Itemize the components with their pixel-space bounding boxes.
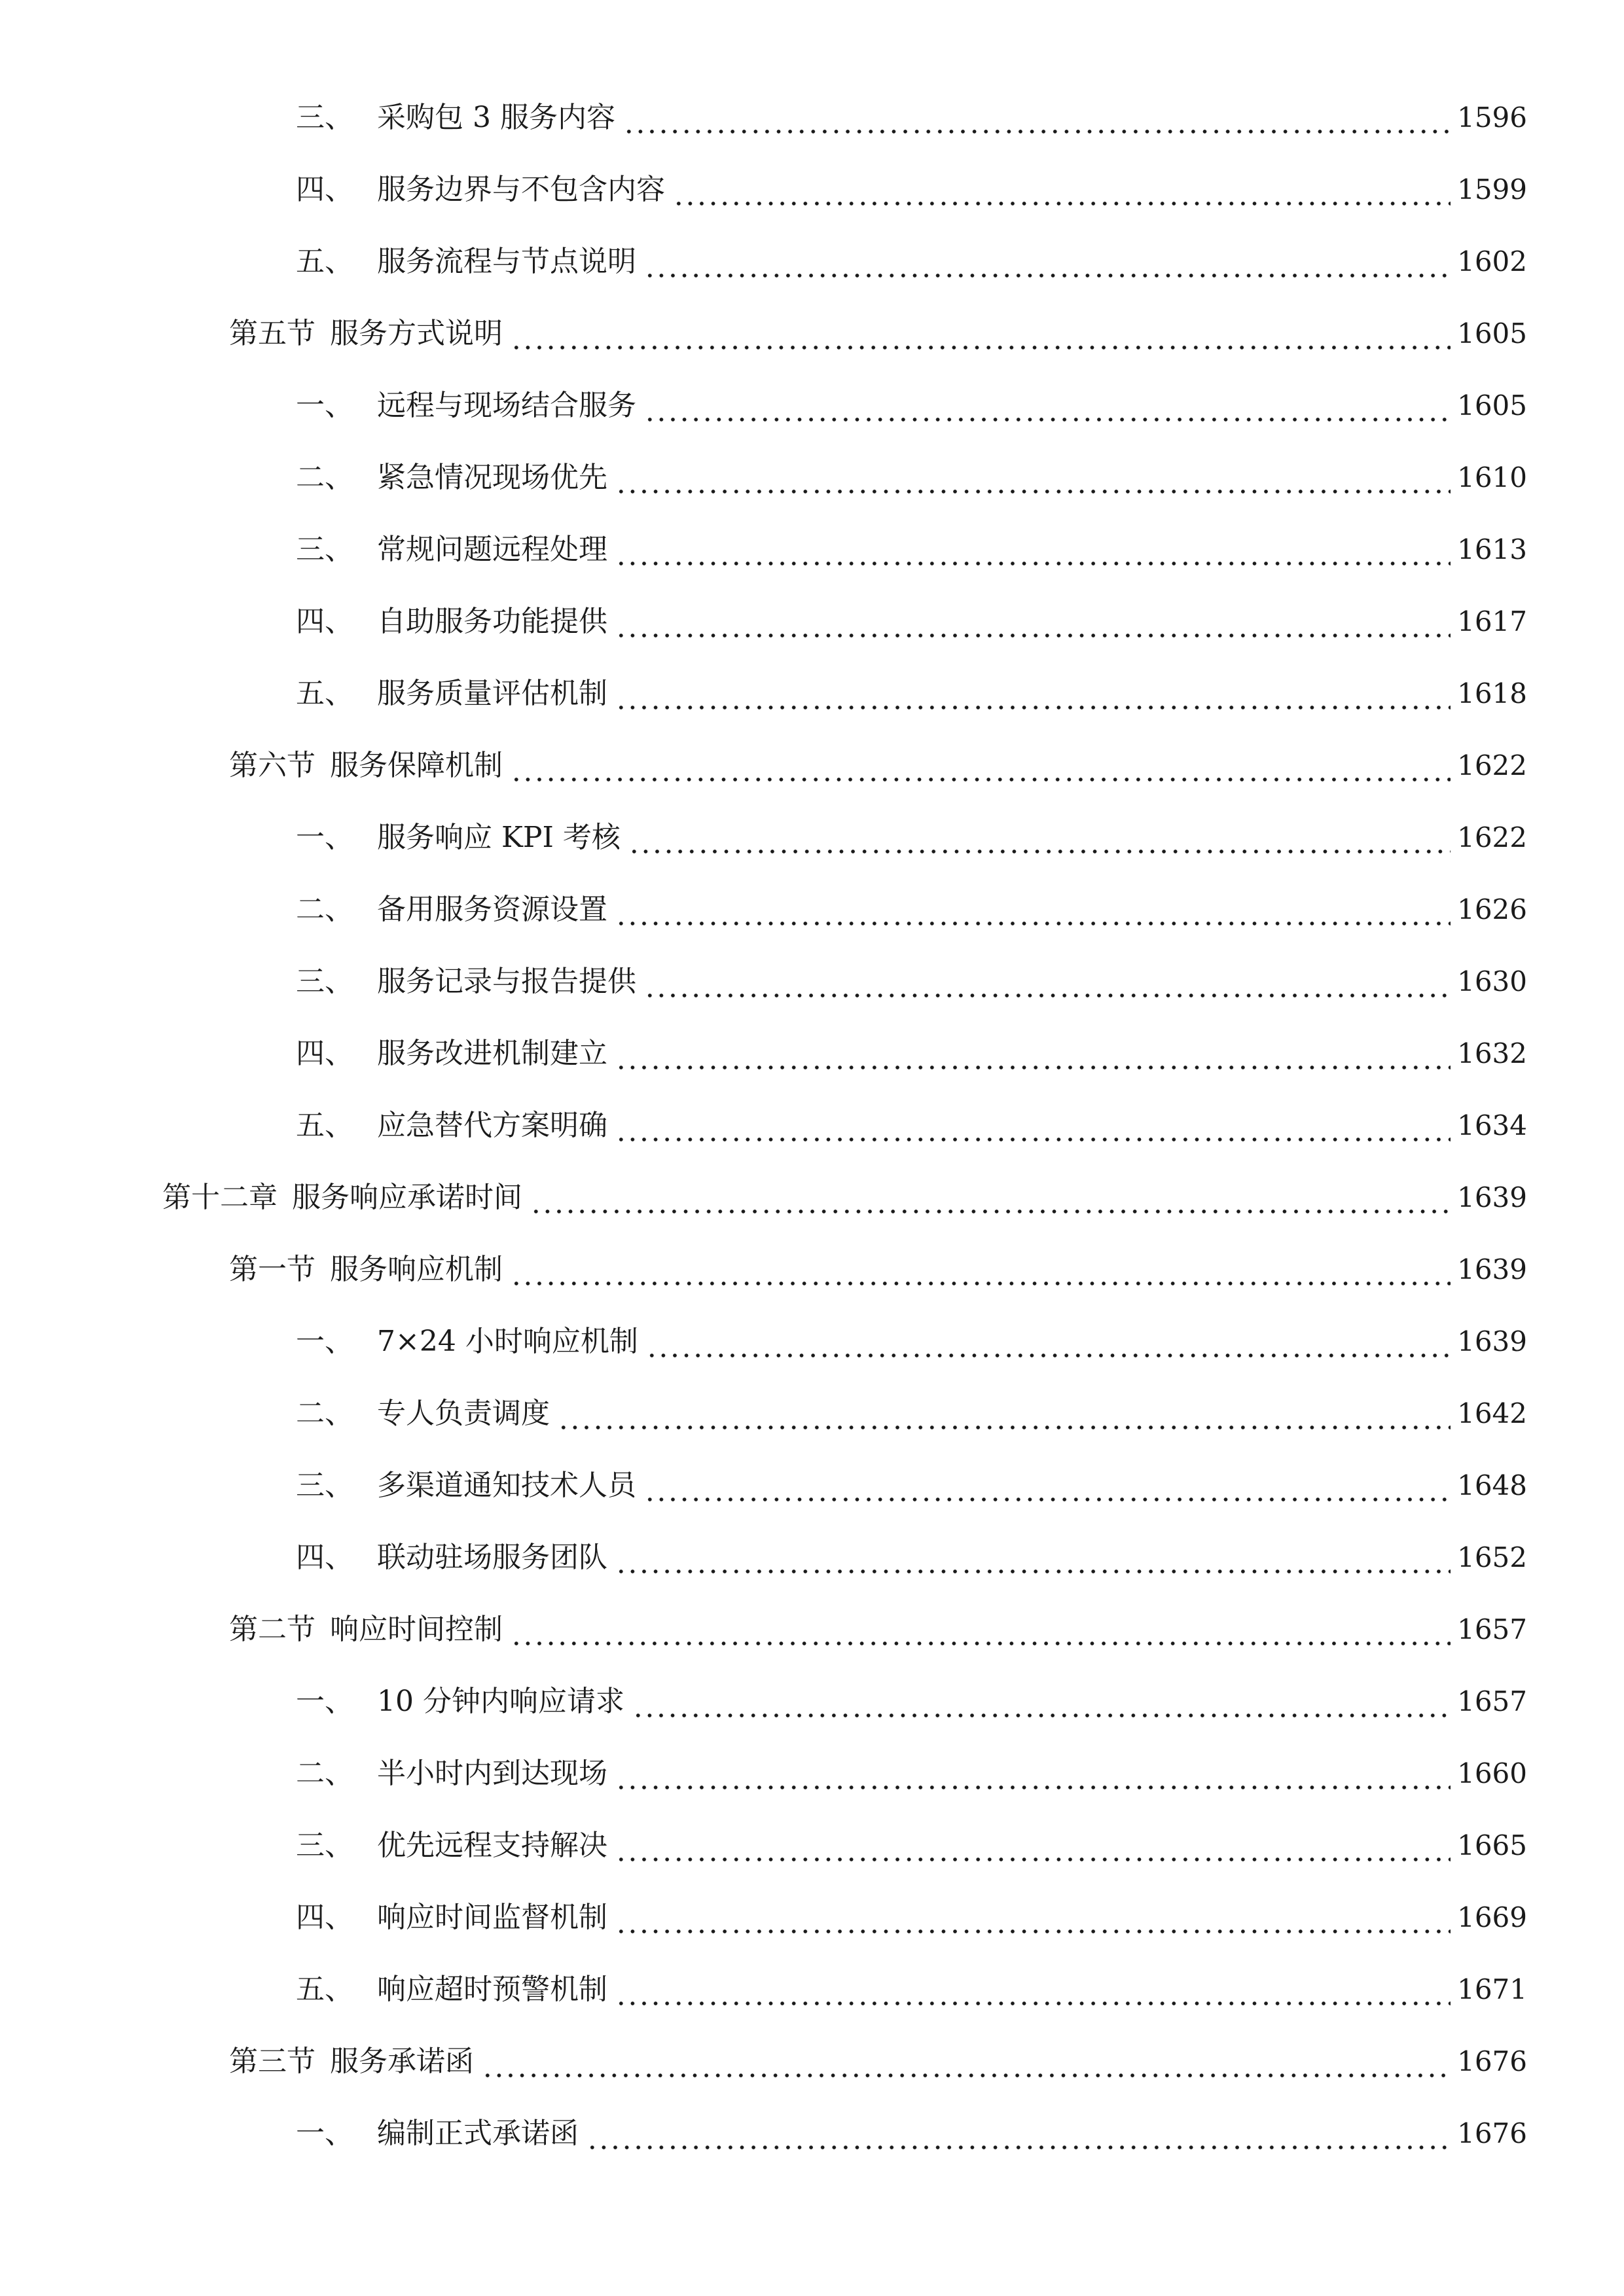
toc-entry-item[interactable]	[296, 1100, 1527, 1152]
dot-leader	[615, 1100, 1451, 1152]
toc-entry-item[interactable]	[296, 452, 1527, 504]
toc-entry-page-number: 1622	[1457, 749, 1527, 781]
toc-entry-item[interactable]	[296, 596, 1527, 648]
dot-leader	[482, 2036, 1451, 2088]
toc-entry-page-number: 1660	[1457, 1757, 1527, 1789]
toc-entry-item[interactable]	[296, 1028, 1527, 1080]
dot-leader	[644, 956, 1451, 1008]
dot-leader	[673, 164, 1451, 216]
toc-entry-title: 常规问题远程处理	[377, 533, 607, 566]
toc-entry-title: 半小时内到达现场	[377, 1757, 607, 1790]
toc-entry-title: 服务记录与报告提供	[377, 965, 636, 998]
dot-leader	[615, 1748, 1451, 1800]
toc-entry-page-number: 1639	[1457, 1325, 1527, 1357]
toc-entry-item[interactable]	[296, 1892, 1527, 1944]
toc-entry-title: 服务边界与不包含内容	[377, 173, 665, 206]
dot-leader	[615, 1820, 1451, 1872]
toc-entry-title: 备用服务资源设置	[377, 893, 607, 926]
toc-entry-page-number: 1610	[1457, 461, 1527, 493]
toc-entry-section[interactable]	[229, 1244, 1527, 1296]
toc-entry-title: 服务保障机制	[330, 749, 503, 782]
dot-leader	[511, 740, 1451, 792]
toc-entry-title: 服务流程与节点说明	[377, 245, 636, 278]
toc-entry-title: 服务响应承诺时间	[292, 1181, 522, 1214]
toc-entry-page-number: 1605	[1457, 317, 1527, 350]
toc-entry-item[interactable]	[296, 1820, 1527, 1872]
toc-entry-page-number: 1634	[1457, 1109, 1527, 1141]
toc-entry-number: 四、	[296, 605, 353, 638]
toc-entry-title: 远程与现场结合服务	[377, 389, 636, 422]
toc-entry-page-number: 1676	[1457, 2117, 1527, 2149]
toc-entry-item[interactable]	[296, 2108, 1527, 2160]
toc-entry-number: 三、	[296, 965, 353, 998]
toc-entry-number: 四、	[296, 1901, 353, 1934]
toc-entry-item[interactable]	[296, 1532, 1527, 1584]
toc-entry-title: 多渠道通知技术人员	[377, 1469, 636, 1502]
toc-entry-title: 响应时间控制	[330, 1613, 503, 1646]
dot-leader	[511, 308, 1451, 360]
toc-entry-title: 紧急情况现场优先	[377, 461, 607, 494]
toc-entry-section[interactable]	[229, 740, 1527, 792]
dot-leader	[646, 1316, 1451, 1368]
dot-leader	[628, 812, 1451, 864]
toc-entry-number: 五、	[296, 1973, 353, 2006]
toc-entry-number: 五、	[296, 677, 353, 710]
toc-entry-number: 一、	[296, 1325, 353, 1358]
dot-leader	[644, 236, 1451, 288]
toc-entry-number: 第三节	[229, 2045, 316, 2078]
toc-entry-item[interactable]	[296, 1676, 1527, 1728]
toc-entry-page-number: 1652	[1457, 1541, 1527, 1573]
toc-entry-title: 服务承诺函	[330, 2045, 474, 2078]
toc-entry-item[interactable]	[296, 92, 1527, 144]
toc-entry-page-number: 1665	[1457, 1829, 1527, 1861]
toc-entry-page-number: 1669	[1457, 1901, 1527, 1933]
toc-entry-page-number: 1639	[1457, 1253, 1527, 1285]
toc-entry-number: 第二节	[229, 1613, 316, 1646]
toc-entry-title: 服务方式说明	[330, 317, 503, 350]
toc-entry-item[interactable]	[296, 236, 1527, 288]
toc-entry-chapter[interactable]	[162, 1172, 1527, 1224]
dot-leader	[623, 92, 1451, 144]
toc-entry-number: 五、	[296, 1109, 353, 1142]
dot-leader	[615, 1964, 1451, 2016]
toc-entry-number: 二、	[296, 1757, 353, 1790]
toc-entry-title: 响应时间监督机制	[377, 1901, 607, 1934]
toc-entry-item[interactable]	[296, 668, 1527, 720]
toc-entry-item[interactable]	[296, 1964, 1527, 2016]
toc-entry-page-number: 1617	[1457, 605, 1527, 637]
toc-entry-item[interactable]	[296, 1316, 1527, 1368]
dot-leader	[511, 1604, 1451, 1656]
toc-entry-page-number: 1599	[1457, 173, 1527, 206]
toc-entry-item[interactable]	[296, 380, 1527, 432]
toc-entry-number: 三、	[296, 533, 353, 566]
toc-entry-number: 三、	[296, 101, 353, 134]
toc-entry-section[interactable]	[229, 308, 1527, 360]
toc-entry-page-number: 1596	[1457, 101, 1527, 134]
toc-entry-number: 第五节	[229, 317, 316, 350]
dot-leader	[615, 452, 1451, 504]
toc-entry-title: 优先远程支持解决	[377, 1829, 607, 1862]
toc-entry-page-number: 1613	[1457, 533, 1527, 565]
toc-entry-number: 第六节	[229, 749, 316, 782]
toc-entry-item[interactable]	[296, 164, 1527, 216]
toc-entry-number: 一、	[296, 821, 353, 854]
toc-entry-number: 四、	[296, 1541, 353, 1574]
dot-leader	[632, 1676, 1451, 1728]
toc-entry-page-number: 1632	[1457, 1037, 1527, 1069]
toc-entry-page-number: 1657	[1457, 1685, 1527, 1717]
toc-entry-number: 三、	[296, 1829, 353, 1862]
toc-entry-number: 四、	[296, 173, 353, 206]
toc-entry-title: 采购包 3 服务内容	[377, 101, 615, 134]
toc-entry-page-number: 1657	[1457, 1613, 1527, 1645]
toc-entry-page-number: 1642	[1457, 1397, 1527, 1429]
toc-entry-number: 第一节	[229, 1253, 316, 1286]
toc-entry-title: 服务响应机制	[330, 1253, 503, 1286]
toc-entry-item[interactable]	[296, 956, 1527, 1008]
dot-leader	[615, 524, 1451, 576]
toc-entry-page-number: 1605	[1457, 389, 1527, 422]
dot-leader	[644, 380, 1451, 432]
dot-leader	[586, 2108, 1451, 2160]
toc-entry-page-number: 1630	[1457, 965, 1527, 997]
toc-entry-title: 响应超时预警机制	[377, 1973, 607, 2006]
dot-leader	[615, 1892, 1451, 1944]
toc-entry-number: 三、	[296, 1469, 353, 1502]
toc-entry-number: 四、	[296, 1037, 353, 1070]
toc-entry-item[interactable]	[296, 1748, 1527, 1800]
dot-leader	[511, 1244, 1451, 1296]
toc-entry-number: 二、	[296, 461, 353, 494]
toc-entry-number: 五、	[296, 245, 353, 278]
toc-entry-page-number: 1639	[1457, 1181, 1527, 1213]
toc-entry-section[interactable]	[229, 1604, 1527, 1656]
toc-entry-page-number: 1602	[1457, 245, 1527, 278]
dot-leader	[615, 596, 1451, 648]
toc-entry-title: 服务响应 KPI 考核	[377, 821, 621, 854]
toc-entry-title: 服务改进机制建立	[377, 1037, 607, 1070]
toc-entry-number: 一、	[296, 1685, 353, 1718]
toc-entry-page-number: 1618	[1457, 677, 1527, 709]
dot-leader	[615, 884, 1451, 936]
toc-entry-section[interactable]	[229, 2036, 1527, 2088]
toc-entry-item[interactable]	[296, 812, 1527, 864]
toc-entry-page-number: 1671	[1457, 1973, 1527, 2005]
dot-leader	[530, 1172, 1451, 1224]
toc-entry-item[interactable]	[296, 1388, 1527, 1440]
dot-leader	[558, 1388, 1451, 1440]
toc-entry-item[interactable]	[296, 884, 1527, 936]
toc-entry-page-number: 1676	[1457, 2045, 1527, 2077]
toc-entry-page-number: 1622	[1457, 821, 1527, 853]
toc-entry-title: 专人负责调度	[377, 1397, 550, 1430]
toc-entry-item[interactable]	[296, 1460, 1527, 1512]
toc-entry-title: 7×24 小时响应机制	[377, 1325, 638, 1358]
toc-entry-item[interactable]	[296, 524, 1527, 576]
dot-leader	[615, 668, 1451, 720]
dot-leader	[615, 1028, 1451, 1080]
toc-entry-number: 一、	[296, 389, 353, 422]
toc-entry-title: 联动驻场服务团队	[377, 1541, 607, 1574]
toc-entry-title: 应急替代方案明确	[377, 1109, 607, 1142]
toc-entry-title: 编制正式承诺函	[377, 2117, 579, 2150]
toc-entry-page-number: 1626	[1457, 893, 1527, 925]
toc-entry-page-number: 1648	[1457, 1469, 1527, 1501]
dot-leader	[644, 1460, 1451, 1512]
toc-entry-number: 二、	[296, 893, 353, 926]
toc-entry-title: 自助服务功能提供	[377, 605, 607, 638]
toc-entry-title: 服务质量评估机制	[377, 677, 607, 710]
toc-entry-number: 一、	[296, 2117, 353, 2150]
dot-leader	[615, 1532, 1451, 1584]
toc-entry-title: 10 分钟内响应请求	[377, 1685, 624, 1718]
toc-entry-number: 第十二章	[162, 1181, 278, 1214]
toc-entry-number: 二、	[296, 1397, 353, 1430]
